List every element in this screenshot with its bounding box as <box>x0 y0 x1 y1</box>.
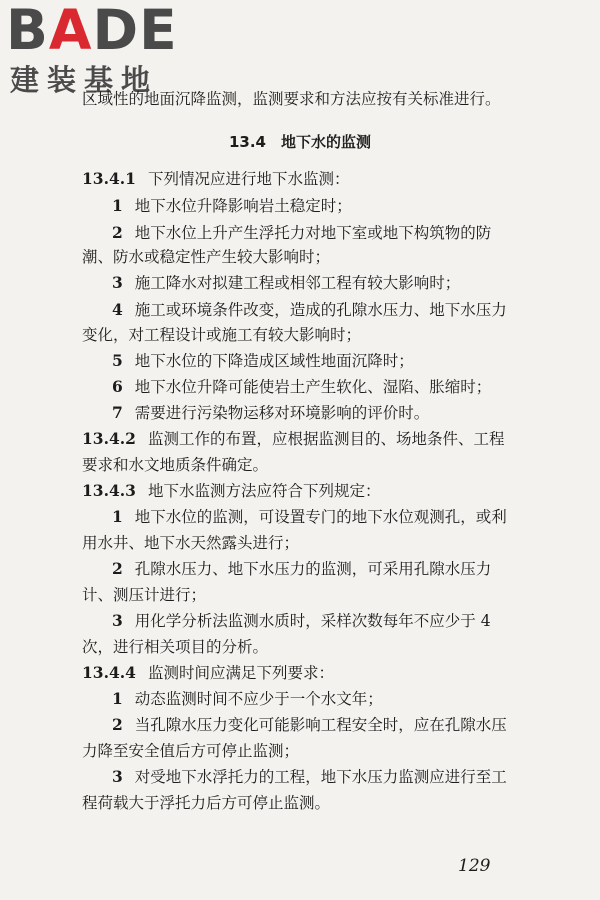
clause-line: 13.4.4 监测时间应满足下列要求： <box>82 663 334 682</box>
section-title: 13.4 地下水的监测 <box>228 133 371 151</box>
clause-line: 13.4.1 下列情况应进行地下水监测： <box>82 169 350 188</box>
paragraph-line: 计、测压计进行； <box>82 586 207 604</box>
paragraph-line: 区域性的地面沉降监测，监测要求和方法应按有关标准进行。 <box>82 90 501 108</box>
list-item: 1 动态监测时间不应少于一个水文年； <box>112 689 383 708</box>
list-item: 1 地下水位升降影响岩土稳定时； <box>112 196 352 215</box>
paragraph-line: 力降至安全值后方可停止监测； <box>82 742 300 760</box>
paragraph-line: 程荷载大于浮托力后方可停止监测。 <box>82 794 331 812</box>
list-item: 4 施工或环境条件改变，造成的孔隙水压力、地下水压力 <box>112 300 507 319</box>
paragraph-line: 要求和水文地质条件确定。 <box>82 456 269 474</box>
list-item: 3 对受地下水浮托力的工程，地下水压力监测应进行至工 <box>112 767 507 786</box>
page-number: 129 <box>458 856 491 876</box>
bade-logo <box>6 0 178 97</box>
list-item: 1 地下水位的监测，可设置专门的地下水位观测孔，或利 <box>112 507 507 526</box>
paragraph-line: 次，进行相关项目的分析。 <box>82 638 269 656</box>
logo-wordmark: BADE <box>6 0 178 62</box>
paragraph-line: 用水井、地下水天然露头进行； <box>82 534 300 552</box>
list-item: 2 当孔隙水压力变化可能影响工程安全时，应在孔隙水压 <box>112 715 507 734</box>
paragraph-line: 潮、防水或稳定性产生较大影响时； <box>82 248 331 266</box>
clause-line: 13.4.3 地下水监测方法应符合下列规定： <box>82 481 381 500</box>
clause-line: 13.4.2 监测工作的布置，应根据监测目的、场地条件、工程 <box>82 429 505 448</box>
list-item: 6 地下水位升降可能使岩土产生软化、湿陷、胀缩时； <box>112 377 492 396</box>
list-item: 5 地下水位的下降造成区域性地面沉降时； <box>112 351 414 370</box>
paragraph-line: 变化，对工程设计或施工有较大影响时； <box>82 326 362 344</box>
list-item: 3 施工降水对拟建工程或相邻工程有较大影响时； <box>112 273 461 292</box>
list-item: 3 用化学分析法监测水质时，采样次数每年不应少于 4 <box>112 611 491 630</box>
list-item: 7 需要进行污染物运移对环境影响的评价时。 <box>112 403 430 422</box>
logo-subtitle: 建装基地 <box>10 63 159 97</box>
list-item: 2 孔隙水压力、地下水压力的监测，可采用孔隙水压力 <box>112 559 492 578</box>
list-item: 2 地下水位上升产生浮托力对地下室或地下构筑物的防 <box>112 223 492 242</box>
